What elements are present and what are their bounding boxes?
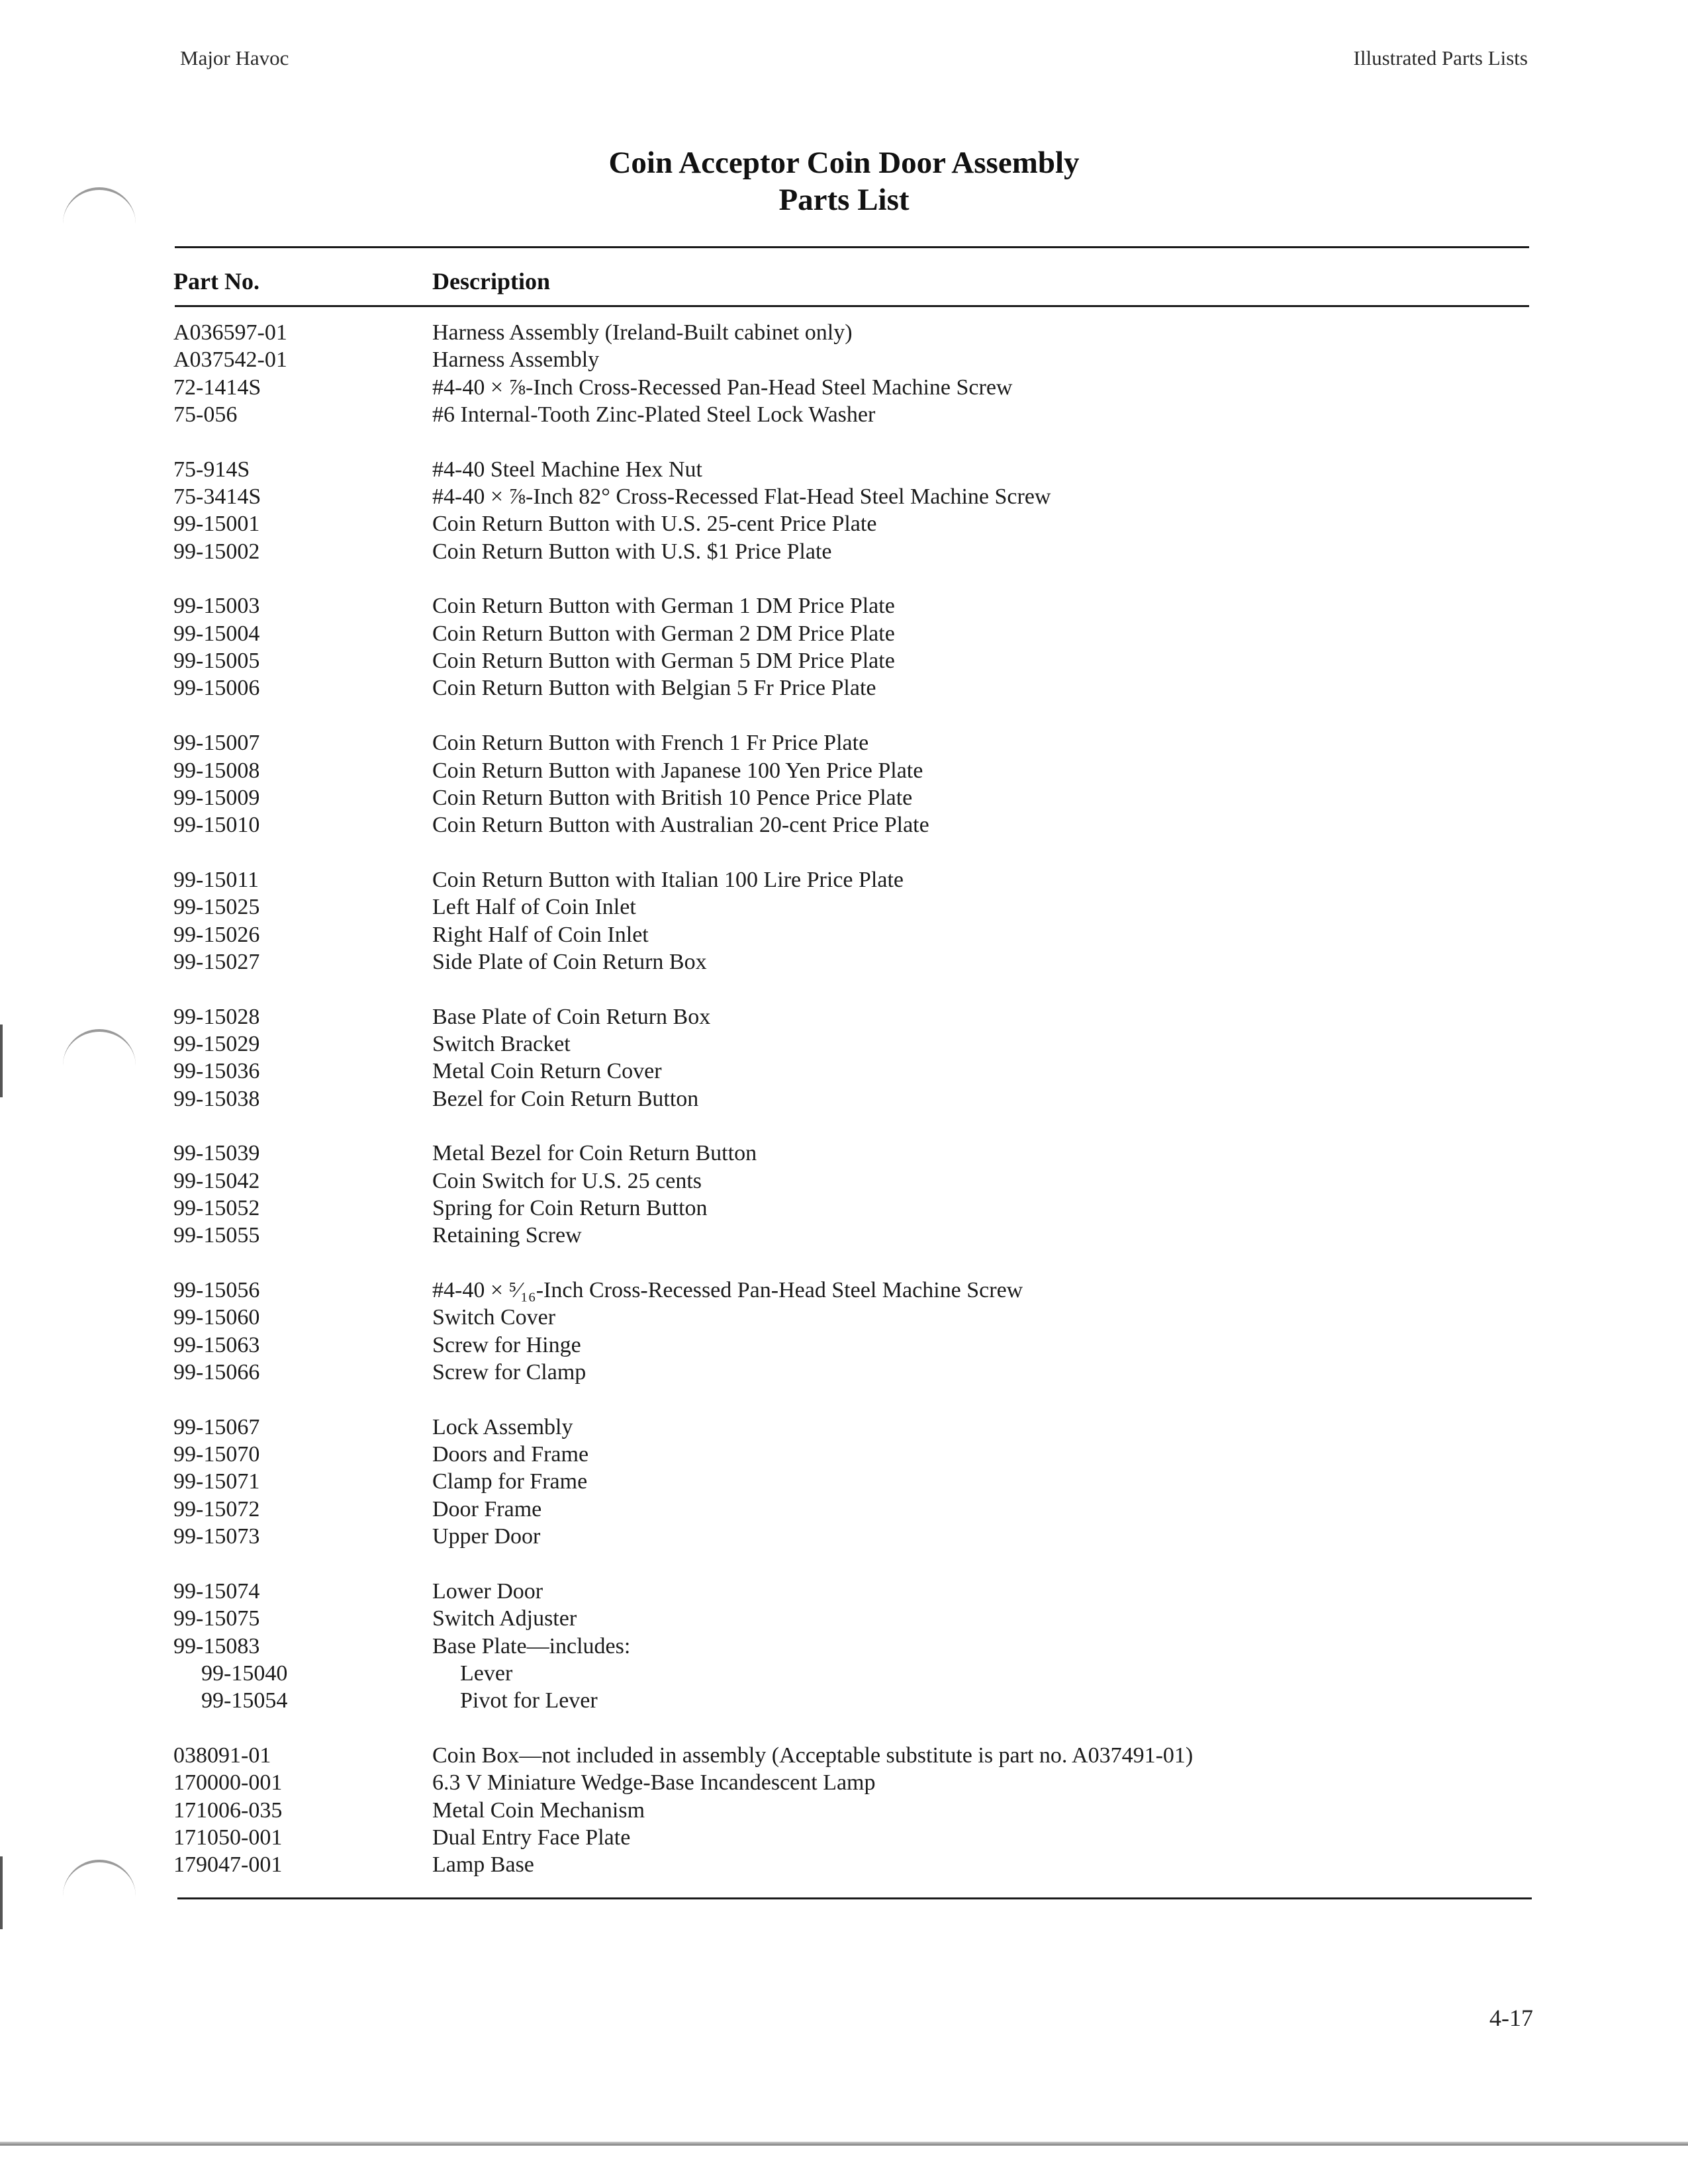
- parts-row: [173, 346, 1530, 373]
- part-number: 99-15066: [173, 1360, 260, 1385]
- parts-row: [173, 510, 1530, 537]
- part-description: Harness Assembly (Ireland-Built cabinet only): [432, 320, 853, 345]
- part-number: 99-15004: [173, 621, 260, 646]
- part-description: Lamp Base: [432, 1852, 534, 1878]
- parts-row: [173, 1085, 1530, 1113]
- part-number: 170000-001: [173, 1770, 283, 1796]
- part-description: Bezel for Coin Return Button: [432, 1086, 699, 1111]
- parts-group: [173, 456, 1530, 565]
- part-description: Right Half of Coin Inlet: [432, 922, 649, 947]
- parts-row: [173, 757, 1530, 784]
- parts-group: [173, 729, 1530, 839]
- part-description: Door Frame: [432, 1496, 542, 1522]
- parts-row: [173, 374, 1530, 401]
- part-number: 99-15060: [173, 1305, 260, 1330]
- parts-group: [173, 1742, 1530, 1879]
- part-description: Dual Entry Face Plate: [432, 1825, 631, 1850]
- part-number: 99-15009: [173, 785, 260, 810]
- part-number: 75-056: [173, 402, 238, 428]
- part-description: #4-40 × ⅞-Inch 82° Cross-Recessed Flat-Head Steel Machine Screw: [432, 484, 1051, 510]
- part-number: 99-15036: [173, 1059, 260, 1084]
- part-number: 99-15029: [173, 1031, 260, 1056]
- part-description: Switch Cover: [432, 1305, 556, 1330]
- parts-row: [173, 592, 1530, 619]
- parts-row: [173, 1414, 1530, 1441]
- parts-row: [173, 1441, 1530, 1468]
- parts-row: [173, 1277, 1530, 1304]
- part-number: A036597-01: [173, 320, 287, 345]
- parts-row: [173, 1496, 1530, 1523]
- parts-subrow: [173, 1660, 1530, 1687]
- part-description: Metal Bezel for Coin Return Button: [432, 1141, 757, 1166]
- part-number: 179047-001: [173, 1852, 283, 1878]
- part-description: Screw for Clamp: [432, 1360, 586, 1385]
- part-description: Coin Return Button with German 2 DM Price Plate: [432, 621, 895, 646]
- header-rule: [175, 305, 1529, 307]
- part-description: Metal Coin Mechanism: [432, 1797, 645, 1823]
- part-description: Coin Return Button with British 10 Pence Price Plate: [432, 785, 913, 810]
- part-description: #4-40 × ⁵⁄₁₆-Inch Cross-Recessed Pan-Head Steel Machine Screw: [432, 1278, 1023, 1303]
- part-number: 75-3414S: [173, 484, 261, 510]
- part-number: 99-15063: [173, 1332, 260, 1357]
- part-number: 99-15075: [173, 1606, 260, 1631]
- parts-row: [173, 1824, 1530, 1851]
- part-description: Lower Door: [432, 1578, 543, 1604]
- part-number: 99-15007: [173, 731, 260, 756]
- running-head-left: Major Havoc: [180, 46, 289, 69]
- parts-row: [173, 729, 1530, 756]
- parts-row: [173, 647, 1530, 674]
- part-description: Base Plate of Coin Return Box: [432, 1004, 711, 1029]
- part-number: 99-15055: [173, 1223, 260, 1248]
- parts-row: [173, 811, 1530, 839]
- part-number: 99-15001: [173, 512, 260, 537]
- parts-group: [173, 592, 1530, 702]
- page-number: 4-17: [1489, 2005, 1533, 2031]
- part-description: Pivot for Lever: [460, 1688, 598, 1713]
- page-title: [0, 144, 1688, 218]
- part-number: 99-15083: [173, 1633, 260, 1659]
- parts-row: [173, 1578, 1530, 1605]
- parts-row: [173, 1742, 1530, 1769]
- part-number: 99-15008: [173, 758, 260, 783]
- part-description: Coin Return Button with U.S. $1 Price Plate: [432, 539, 832, 564]
- part-number: 99-15003: [173, 594, 260, 619]
- parts-row: [173, 1851, 1530, 1878]
- part-description: Upper Door: [432, 1524, 541, 1549]
- parts-row: [173, 1140, 1530, 1167]
- parts-row: [173, 1167, 1530, 1195]
- parts-row: [173, 921, 1530, 948]
- parts-row: [173, 1058, 1530, 1085]
- parts-row: [173, 866, 1530, 893]
- part-description: Screw for Hinge: [432, 1332, 581, 1357]
- parts-row: [173, 1605, 1530, 1632]
- parts-row: [173, 1304, 1530, 1331]
- part-number: A037542-01: [173, 347, 287, 373]
- part-description: Retaining Screw: [432, 1223, 582, 1248]
- parts-group: [173, 1003, 1530, 1113]
- part-number: 99-15052: [173, 1196, 260, 1220]
- parts-row: [173, 784, 1530, 811]
- parts-row: [173, 674, 1530, 702]
- part-description: Lock Assembly: [432, 1414, 573, 1439]
- parts-row: [173, 1769, 1530, 1796]
- part-description: #4-40 Steel Machine Hex Nut: [432, 457, 702, 482]
- part-number: 99-15074: [173, 1578, 260, 1604]
- part-description: Lever: [460, 1661, 513, 1686]
- parts-row: [173, 893, 1530, 921]
- parts-row: [173, 1359, 1530, 1386]
- parts-row: [173, 483, 1530, 510]
- parts-row: [173, 1468, 1530, 1495]
- parts-subrow: [173, 1687, 1530, 1714]
- parts-row: [173, 1222, 1530, 1249]
- part-number: 99-15073: [173, 1524, 260, 1549]
- part-description: Metal Coin Return Cover: [432, 1059, 662, 1084]
- parts-row: [173, 538, 1530, 565]
- part-description: Coin Return Button with German 1 DM Price Plate: [432, 594, 895, 619]
- part-description: Base Plate—includes:: [432, 1633, 631, 1659]
- part-number: 72-1414S: [173, 375, 261, 400]
- parts-row: [173, 1523, 1530, 1550]
- part-number: 99-15002: [173, 539, 260, 564]
- part-description: Side Plate of Coin Return Box: [432, 949, 707, 974]
- parts-group: [173, 1414, 1530, 1551]
- part-description: Clamp for Frame: [432, 1469, 588, 1494]
- part-number: 75-914S: [173, 457, 250, 482]
- part-number: 99-15042: [173, 1168, 260, 1193]
- page-title-line-2: Parts List: [778, 183, 910, 217]
- part-description: Coin Return Button with Italian 100 Lire Price Plate: [432, 867, 904, 892]
- parts-group: [173, 1578, 1530, 1715]
- part-number: 99-15011: [173, 867, 259, 892]
- parts-row: [173, 1030, 1530, 1058]
- part-description: Coin Box—not included in assembly (Acceptable substitute is part no. A037491-01): [432, 1743, 1194, 1768]
- parts-group: [173, 1140, 1530, 1249]
- part-description: Coin Return Button with German 5 DM Price Plate: [432, 649, 895, 674]
- part-number: 99-15026: [173, 922, 260, 947]
- part-number: 171050-001: [173, 1825, 283, 1850]
- parts-row: [173, 1195, 1530, 1222]
- part-number: 171006-035: [173, 1797, 283, 1823]
- part-description: Coin Return Button with Belgian 5 Fr Price Plate: [432, 676, 876, 701]
- parts-group: [173, 319, 1530, 428]
- part-description: Coin Return Button with U.S. 25-cent Price Plate: [432, 512, 877, 537]
- part-number: 99-15005: [173, 649, 260, 674]
- parts-group: [173, 1277, 1530, 1386]
- part-description: Harness Assembly: [432, 347, 600, 373]
- part-number: 99-15054: [201, 1688, 288, 1713]
- part-description: Coin Return Button with French 1 Fr Price Plate: [432, 731, 869, 756]
- page-title-line-1: Coin Acceptor Coin Door Assembly: [608, 146, 1080, 180]
- part-description: Switch Adjuster: [432, 1606, 577, 1631]
- part-number: 99-15028: [173, 1004, 260, 1029]
- part-description: #6 Internal-Tooth Zinc-Plated Steel Lock Washer: [432, 402, 876, 428]
- parts-row: [173, 1633, 1530, 1660]
- part-description: Doors and Frame: [432, 1442, 589, 1467]
- part-number: 99-15025: [173, 895, 260, 920]
- parts-row: [173, 1003, 1530, 1030]
- part-number: 99-15038: [173, 1086, 260, 1111]
- bottom-rule: [177, 1897, 1532, 1899]
- parts-row: [173, 401, 1530, 428]
- part-number: 99-15067: [173, 1414, 260, 1439]
- part-number: 99-15027: [173, 949, 260, 974]
- part-number: 038091-01: [173, 1743, 271, 1768]
- part-description: 6.3 V Miniature Wedge-Base Incandescent Lamp: [432, 1770, 876, 1796]
- part-description: #4-40 × ⅞-Inch Cross-Recessed Pan-Head Steel Machine Screw: [432, 375, 1013, 400]
- part-number: 99-15039: [173, 1141, 260, 1166]
- parts-group: [173, 866, 1530, 976]
- part-description: Left Half of Coin Inlet: [432, 895, 636, 920]
- binder-hole-shadow: [63, 1029, 136, 1071]
- part-number: 99-15072: [173, 1496, 260, 1522]
- parts-row: [173, 1797, 1530, 1824]
- page-bottom-edge: [0, 2142, 1688, 2146]
- column-header-description: Description: [432, 268, 550, 295]
- running-head-right: Illustrated Parts Lists: [1353, 46, 1528, 69]
- column-header-part-no: Part No.: [173, 268, 259, 295]
- part-number: 99-15006: [173, 676, 260, 701]
- part-number: 99-15070: [173, 1442, 260, 1467]
- part-description: Coin Return Button with Japanese 100 Yen Price Plate: [432, 758, 923, 783]
- binder-hole-shadow: [63, 1860, 136, 1902]
- part-description: Switch Bracket: [432, 1031, 571, 1056]
- top-rule: [175, 246, 1529, 248]
- part-number: 99-15040: [201, 1661, 288, 1686]
- parts-row: [173, 620, 1530, 647]
- part-description: Coin Return Button with Australian 20-cent Price Plate: [432, 813, 929, 838]
- part-number: 99-15056: [173, 1278, 260, 1303]
- page-edge-mark: [0, 1856, 3, 1929]
- part-number: 99-15010: [173, 813, 260, 838]
- part-number: 99-15071: [173, 1469, 260, 1494]
- parts-row: [173, 456, 1530, 483]
- parts-row: [173, 319, 1530, 346]
- page-edge-mark: [0, 1024, 3, 1097]
- parts-row: [173, 948, 1530, 976]
- part-description: Spring for Coin Return Button: [432, 1196, 708, 1220]
- parts-list: [173, 319, 1530, 1906]
- parts-row: [173, 1332, 1530, 1359]
- part-description: Coin Switch for U.S. 25 cents: [432, 1168, 702, 1193]
